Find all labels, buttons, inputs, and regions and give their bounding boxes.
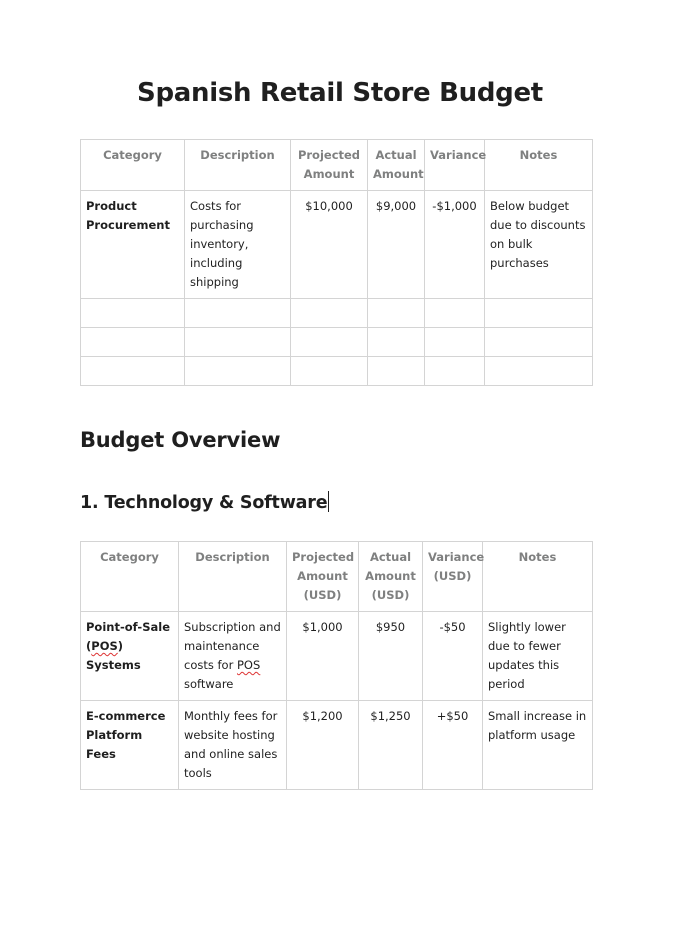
cell-description-text: software bbox=[184, 677, 234, 691]
column-header-variance: Variance bbox=[425, 140, 485, 191]
table-row bbox=[81, 612, 593, 701]
cell-actual[interactable]: $9,000 bbox=[368, 191, 425, 299]
table-header-row bbox=[81, 140, 593, 191]
column-header-variance: Variance (USD) bbox=[423, 542, 483, 612]
empty-table-row bbox=[81, 328, 593, 357]
cell-category[interactable]: Product Procurement bbox=[81, 191, 185, 299]
empty-cell[interactable] bbox=[485, 328, 593, 357]
table-header-row bbox=[81, 542, 593, 612]
cell-notes[interactable]: Below budget due to discounts on bulk purchases bbox=[485, 191, 593, 299]
cell-notes[interactable]: Small increase in platform usage bbox=[483, 701, 593, 790]
empty-cell[interactable] bbox=[185, 357, 291, 386]
empty-cell[interactable] bbox=[368, 357, 425, 386]
cell-variance[interactable]: -$1,000 bbox=[425, 191, 485, 299]
column-header-category: Category bbox=[81, 542, 179, 612]
cell-projected[interactable]: $1,000 bbox=[287, 612, 359, 701]
empty-cell[interactable] bbox=[81, 328, 185, 357]
page-title: Spanish Retail Store Budget bbox=[137, 78, 543, 108]
column-header-actual: Actual Amount (USD) bbox=[359, 542, 423, 612]
cell-variance[interactable]: +$50 bbox=[423, 701, 483, 790]
technology-software-heading[interactable] bbox=[80, 491, 329, 513]
empty-cell[interactable] bbox=[185, 328, 291, 357]
column-header-description: Description bbox=[179, 542, 287, 612]
column-header-actual: Actual Amount bbox=[368, 140, 425, 191]
table-row bbox=[81, 701, 593, 790]
budget-overview-heading: Budget Overview bbox=[80, 428, 281, 452]
column-header-notes: Notes bbox=[485, 140, 593, 191]
technology-budget-table bbox=[80, 541, 593, 790]
misspelled-word: POS bbox=[236, 658, 261, 672]
empty-cell[interactable] bbox=[425, 299, 485, 328]
empty-cell[interactable] bbox=[425, 328, 485, 357]
table-row bbox=[81, 191, 593, 299]
cell-category-text: ) Systems bbox=[86, 639, 141, 672]
cell-projected[interactable]: $1,200 bbox=[287, 701, 359, 790]
misspelled-word: POS bbox=[91, 639, 118, 653]
column-header-description: Description bbox=[185, 140, 291, 191]
cell-description-text: Subscription and maintenance costs for bbox=[184, 620, 281, 672]
cell-description[interactable]: Monthly fees for website hosting and online sales tools bbox=[179, 701, 287, 790]
empty-cell[interactable] bbox=[485, 357, 593, 386]
empty-table-row bbox=[81, 357, 593, 386]
column-header-notes: Notes bbox=[483, 542, 593, 612]
empty-cell[interactable] bbox=[81, 357, 185, 386]
cell-variance[interactable]: -$50 bbox=[423, 612, 483, 701]
column-header-projected: Projected Amount (USD) bbox=[287, 542, 359, 612]
cell-actual[interactable]: $950 bbox=[359, 612, 423, 701]
cell-category[interactable]: E-commerce Platform Fees bbox=[81, 701, 179, 790]
empty-cell[interactable] bbox=[368, 328, 425, 357]
empty-cell[interactable] bbox=[425, 357, 485, 386]
column-header-category: Category bbox=[81, 140, 185, 191]
empty-cell[interactable] bbox=[291, 299, 368, 328]
budget-table bbox=[80, 139, 593, 386]
empty-cell[interactable] bbox=[485, 299, 593, 328]
cell-category[interactable] bbox=[81, 612, 179, 701]
empty-cell[interactable] bbox=[185, 299, 291, 328]
heading-text: 1. Technology & Software bbox=[80, 493, 328, 513]
cell-actual[interactable]: $1,250 bbox=[359, 701, 423, 790]
cell-projected[interactable]: $10,000 bbox=[291, 191, 368, 299]
cell-category-text: Point-of-Sale ( bbox=[86, 620, 170, 653]
empty-cell[interactable] bbox=[291, 357, 368, 386]
column-header-projected: Projected Amount bbox=[291, 140, 368, 191]
cell-notes[interactable]: Slightly lower due to fewer updates this period bbox=[483, 612, 593, 701]
empty-cell[interactable] bbox=[81, 299, 185, 328]
text-cursor bbox=[328, 491, 329, 512]
empty-table-row bbox=[81, 299, 593, 328]
cell-description[interactable]: Costs for purchasing inventory, including shipping bbox=[185, 191, 291, 299]
empty-cell[interactable] bbox=[291, 328, 368, 357]
cell-description[interactable] bbox=[179, 612, 287, 701]
empty-cell[interactable] bbox=[368, 299, 425, 328]
